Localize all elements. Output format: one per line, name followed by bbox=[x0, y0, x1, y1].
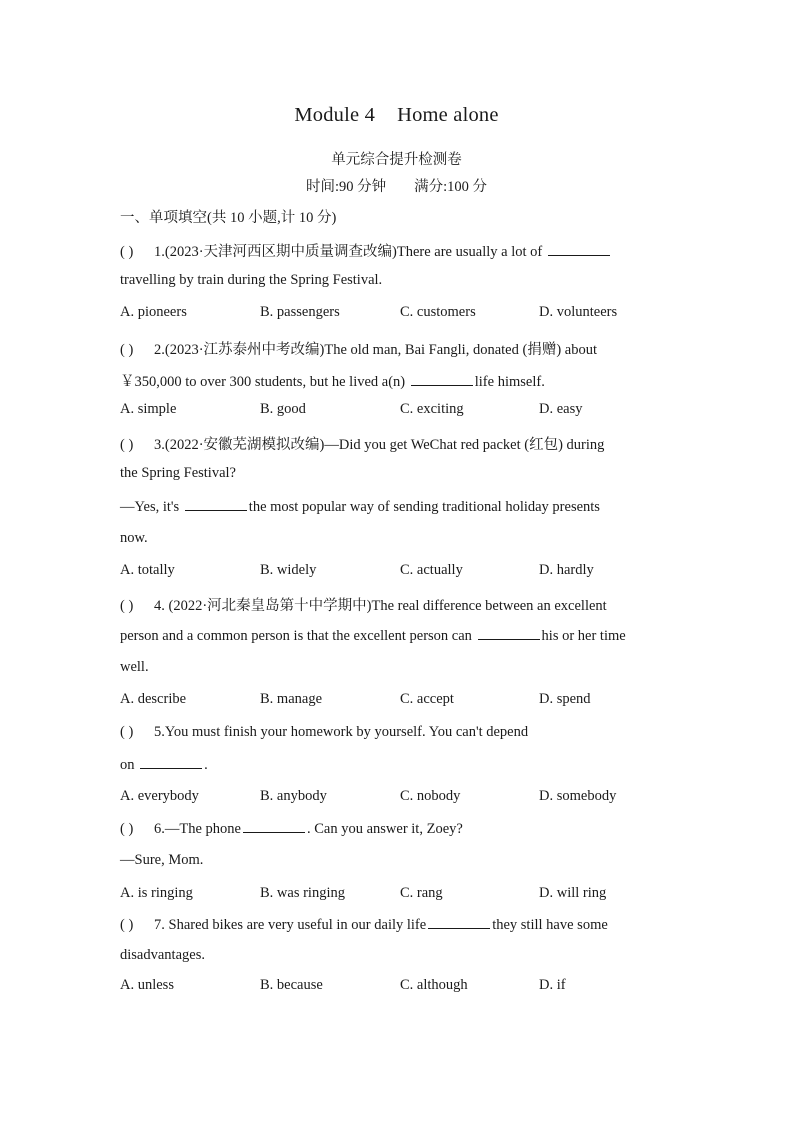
question-4-option-a: A. describe bbox=[120, 691, 187, 707]
question-5-option-d: D. somebody bbox=[539, 788, 617, 804]
test-meta bbox=[0, 175, 793, 196]
question-2-option-a: A. simple bbox=[120, 401, 177, 417]
question-4-option-d: D. spend bbox=[539, 691, 591, 707]
question-7-line-1: ( ) 7. Shared bikes are very useful in our daily life they still have some bbox=[120, 917, 608, 933]
question-2-line-2: ￥350,000 to over 300 students, but he lived a(n) life himself. bbox=[120, 374, 545, 390]
answer-blank bbox=[428, 916, 490, 929]
question-3-line-2: the Spring Festival? bbox=[120, 465, 236, 481]
question-6-line-1: ( ) 6.—The phone . Can you answer it, Zoey? bbox=[120, 821, 463, 837]
question-3-option-b: B. widely bbox=[260, 562, 317, 578]
answer-blank bbox=[411, 373, 473, 386]
answer-parenthesis: ( ) bbox=[120, 342, 134, 358]
answer-parenthesis: ( ) bbox=[120, 821, 134, 837]
question-5-option-b: B. anybody bbox=[260, 788, 327, 804]
answer-blank bbox=[185, 498, 247, 511]
answer-parenthesis: ( ) bbox=[120, 437, 134, 453]
question-1-option-b: B. passengers bbox=[260, 304, 340, 320]
question-2-option-b: B. good bbox=[260, 401, 306, 417]
time-limit: 时间:90 分钟 bbox=[305, 179, 387, 195]
section-heading: 一、单项填空(共 10 小题,计 10 分) bbox=[120, 210, 337, 226]
question-7-option-a: A. unless bbox=[120, 977, 174, 993]
answer-parenthesis: ( ) bbox=[120, 244, 134, 260]
question-3-line-4: now. bbox=[120, 530, 148, 546]
question-2-option-c: C. exciting bbox=[400, 401, 464, 417]
question-3-line-1: ( ) 3.(2022·安徽芜湖模拟改编)—Did you get WeChat red packet (红包) during bbox=[120, 437, 605, 453]
answer-parenthesis: ( ) bbox=[120, 598, 134, 614]
answer-blank bbox=[243, 820, 305, 833]
answer-parenthesis: ( ) bbox=[120, 917, 134, 933]
question-7-option-d: D. if bbox=[539, 977, 566, 993]
question-7-option-b: B. because bbox=[260, 977, 323, 993]
question-3-option-a: A. totally bbox=[120, 562, 175, 578]
question-1-line-2: travelling by train during the Spring Festival. bbox=[120, 272, 383, 288]
full-score: 满分:100 分 bbox=[414, 179, 488, 195]
question-5-line-1: ( ) 5.You must finish your homework by yourself. You can't depend bbox=[120, 724, 529, 740]
question-5-line-2: on . bbox=[120, 757, 208, 773]
test-subtitle: 单元综合提升检测卷 bbox=[331, 152, 462, 168]
question-3-line-3: —Yes, it's the most popular way of sending traditional holiday presents bbox=[120, 499, 600, 515]
question-1-option-a: A. pioneers bbox=[120, 304, 187, 320]
question-6-line-2: —Sure, Mom. bbox=[120, 852, 204, 868]
question-1-option-c: C. customers bbox=[400, 304, 476, 320]
module-topic: Home alone bbox=[397, 104, 499, 126]
question-3-option-c: C. actually bbox=[400, 562, 463, 578]
answer-blank bbox=[140, 756, 202, 769]
question-4-line-2: person and a common person is that the excellent person can his or her time bbox=[120, 628, 626, 644]
question-2-option-d: D. easy bbox=[539, 401, 583, 417]
answer-blank bbox=[478, 627, 540, 640]
answer-blank bbox=[548, 243, 610, 256]
question-6-option-a: A. is ringing bbox=[120, 885, 193, 901]
question-5-option-a: A. everybody bbox=[120, 788, 199, 804]
question-7-option-c: C. although bbox=[400, 977, 468, 993]
question-4-line-1: ( ) 4. (2022·河北秦皇岛第十中学期中)The real difference between an excellent bbox=[120, 598, 607, 614]
question-6-option-d: D. will ring bbox=[539, 885, 607, 901]
question-6-option-c: C. rang bbox=[400, 885, 443, 901]
question-7-line-2: disadvantages. bbox=[120, 947, 205, 963]
answer-parenthesis: ( ) bbox=[120, 724, 134, 740]
question-2-line-1: ( ) 2.(2023·江苏泰州中考改编)The old man, Bai Fangli, donated (捐赠) about bbox=[120, 342, 597, 358]
question-1-line-1: ( ) 1.(2023·天津河西区期中质量调查改编)There are usually a lot of bbox=[120, 240, 612, 261]
page-title bbox=[0, 104, 793, 127]
question-4-line-3: well. bbox=[120, 659, 149, 675]
question-4-option-b: B. manage bbox=[260, 691, 323, 707]
question-1-option-d: D. volunteers bbox=[539, 304, 618, 320]
question-4-option-c: C. accept bbox=[400, 691, 454, 707]
question-5-option-c: C. nobody bbox=[400, 788, 461, 804]
module-number: Module 4 bbox=[294, 104, 376, 126]
question-3-option-d: D. hardly bbox=[539, 562, 594, 578]
question-6-option-b: B. was ringing bbox=[260, 885, 345, 901]
